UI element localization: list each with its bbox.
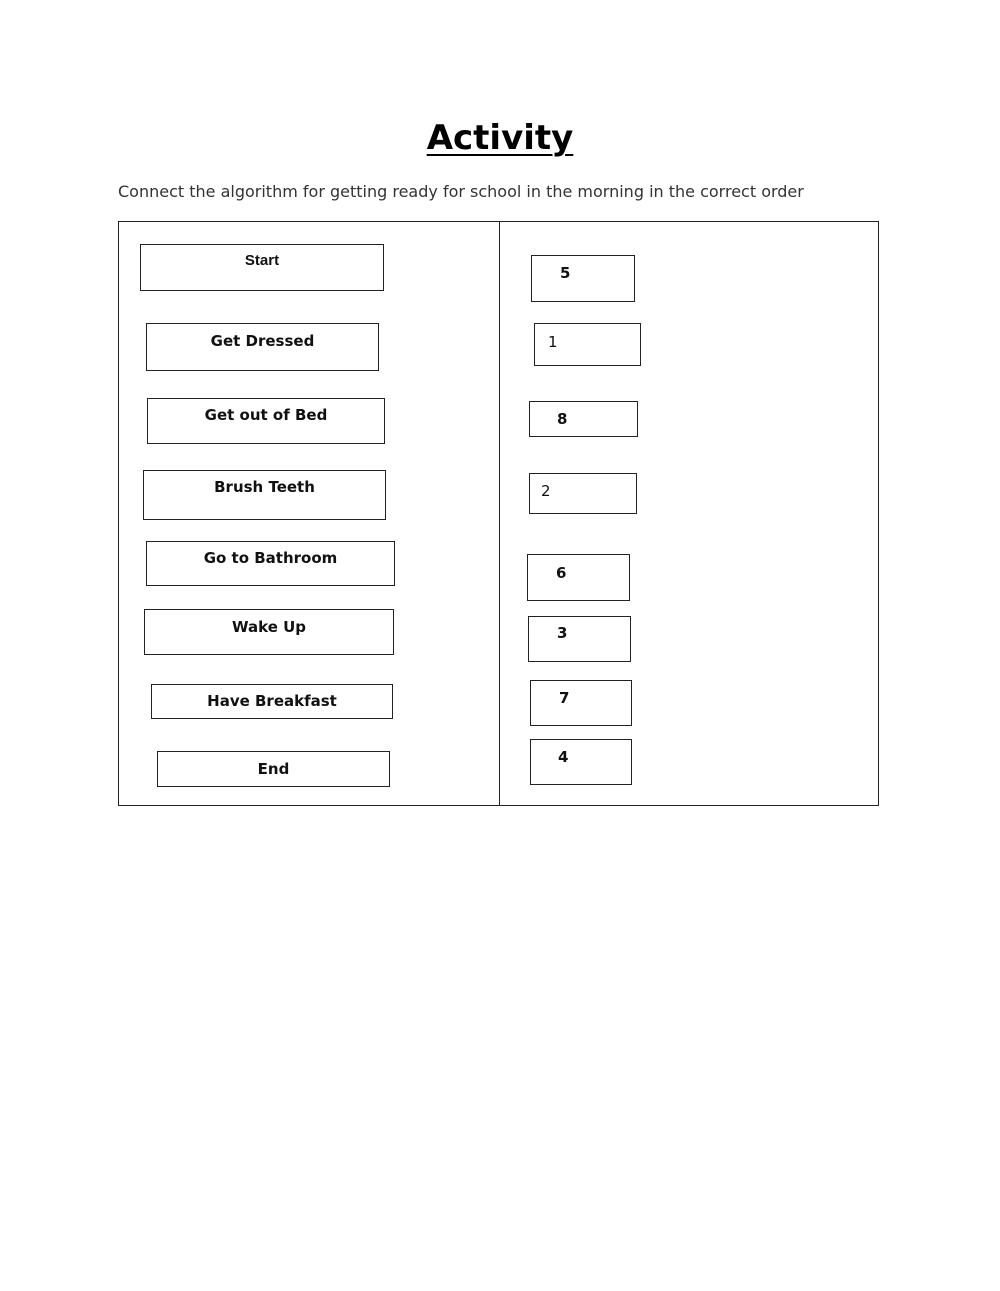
step-box-have-breakfast[interactable] bbox=[151, 684, 393, 719]
number-label: 1 bbox=[548, 333, 558, 351]
number-box-6[interactable] bbox=[527, 554, 630, 601]
column-divider bbox=[499, 222, 500, 805]
instructions-text: Connect the algorithm for getting ready for school in the morning in the correct order bbox=[118, 182, 804, 201]
step-label: Get out of Bed bbox=[204, 406, 328, 424]
number-label: 3 bbox=[557, 624, 568, 642]
step-box-go-to-bathroom[interactable] bbox=[146, 541, 395, 586]
number-box-4[interactable] bbox=[530, 739, 632, 785]
step-label: Brush Teeth bbox=[214, 478, 315, 496]
step-box-brush-teeth[interactable] bbox=[143, 470, 386, 520]
number-label: 2 bbox=[541, 482, 551, 500]
step-box-wake-up[interactable] bbox=[144, 609, 394, 655]
step-box-get-out-of-bed[interactable] bbox=[147, 398, 385, 444]
step-box-end[interactable] bbox=[157, 751, 390, 787]
number-label: 6 bbox=[556, 564, 567, 582]
step-label: Go to Bathroom bbox=[203, 549, 338, 567]
number-box-7[interactable] bbox=[530, 680, 632, 726]
number-box-3[interactable] bbox=[528, 616, 631, 662]
step-box-start[interactable] bbox=[140, 244, 384, 291]
number-box-8[interactable] bbox=[529, 401, 638, 437]
number-box-1[interactable] bbox=[534, 323, 641, 366]
number-label: 5 bbox=[560, 264, 571, 282]
number-box-5[interactable] bbox=[531, 255, 635, 302]
page-title: Activity bbox=[426, 118, 574, 158]
step-label: Start bbox=[244, 252, 280, 269]
number-label: 4 bbox=[558, 748, 569, 766]
step-label: Wake Up bbox=[231, 618, 307, 636]
number-label: 7 bbox=[559, 689, 570, 707]
number-box-2[interactable] bbox=[529, 473, 637, 514]
step-label: Have Breakfast bbox=[207, 692, 337, 710]
step-label: Get Dressed bbox=[210, 332, 315, 350]
step-box-get-dressed[interactable] bbox=[146, 323, 379, 371]
step-label: End bbox=[257, 760, 290, 778]
number-label: 8 bbox=[557, 410, 568, 428]
matching-table bbox=[118, 221, 879, 806]
